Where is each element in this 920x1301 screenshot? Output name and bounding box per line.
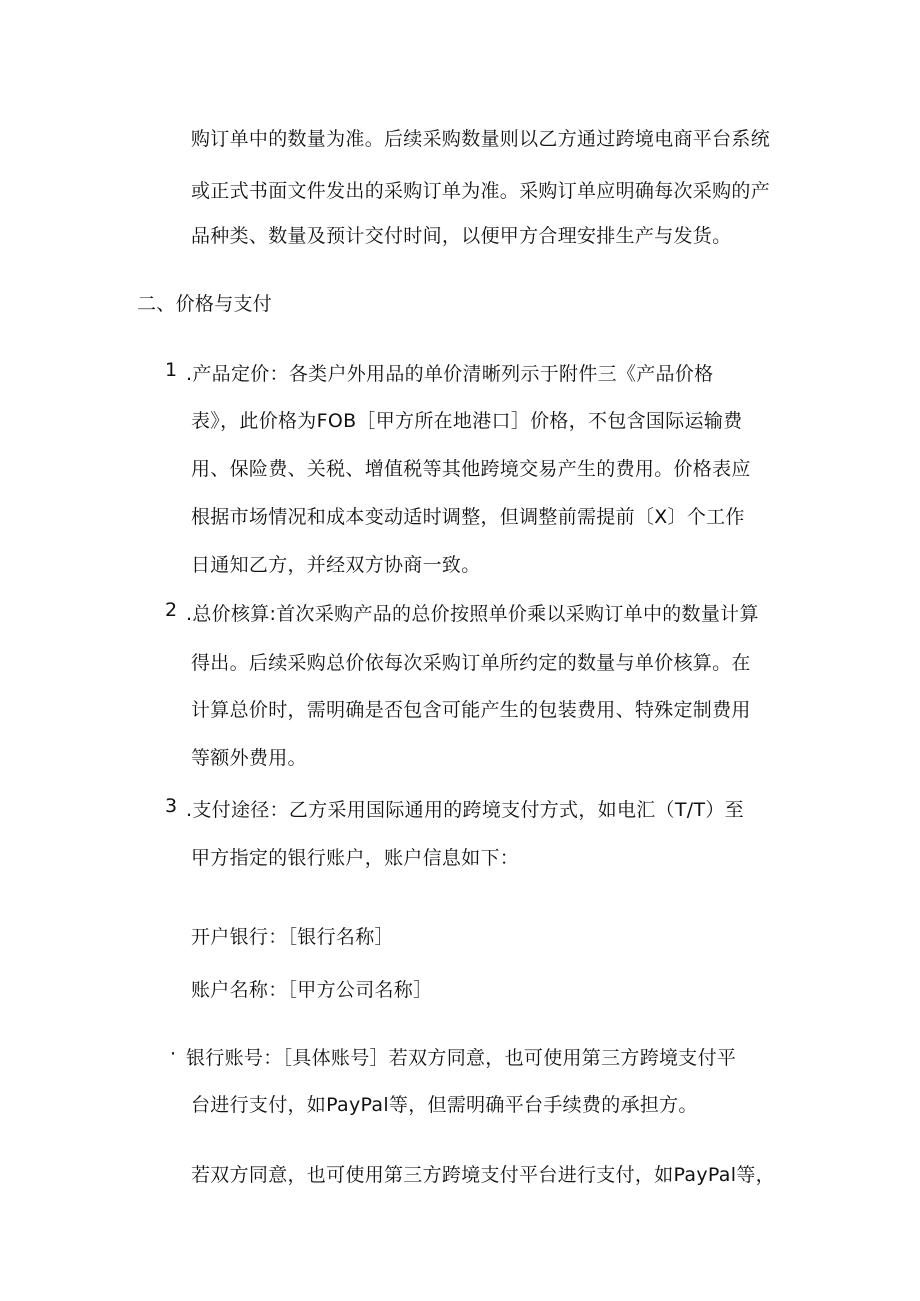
item-number: 3: [165, 795, 178, 817]
item-line: 表》，此价格为FOB［甲方所在地港口］价格，不包含国际运输费: [191, 410, 743, 432]
item-line: .支付途径：乙方采用国际通用的跨境支付方式，如电汇（T/T）至: [186, 799, 744, 821]
bullet-line: 银行账号：［具体账号］若双方同意，也可使用第三方跨境支付平: [186, 1047, 737, 1069]
item-line: 甲方指定的银行账户，账户信息如下：: [191, 847, 520, 869]
section-heading: 二、价格与支付: [137, 293, 273, 315]
bullet-line: 台进行支付，如PayPal等，但需明确平台手续费的承担方。: [191, 1094, 698, 1116]
item-line: .产品定价：各类户外用品的单价清晰列示于附件三《产品价格: [186, 363, 714, 385]
intro-line: 购订单中的数量为准。后续采购数量则以乙方通过跨境电商平台系统: [191, 128, 771, 150]
bullet-marker: ·: [170, 1043, 177, 1065]
account-name-line: 账户名称：［甲方公司名称］: [191, 979, 433, 1001]
intro-line: 品种类、数量及预计交付时间，以便甲方合理安排生产与发货。: [191, 225, 732, 247]
item-line: 日通知乙方，并经双方协商一致。: [191, 554, 481, 576]
intro-line: 或正式书面文件发出的采购订单为准。采购订单应明确每次采购的产: [191, 180, 771, 202]
bank-name-line: 开户银行：［银行名称］: [191, 926, 394, 948]
item-line: 得出。后续采购总价依每次采购订单所约定的数量与单价核算。在: [191, 652, 751, 674]
item-line: 根据市场情况和成本变动适时调整，但调整前需提前〔X〕个工作: [191, 506, 745, 528]
item-line: 等额外费用。: [191, 747, 307, 769]
item-line: 用、保险费、关税、增值税等其他跨境交易产生的费用。价格表应: [191, 458, 751, 480]
trailing-paragraph: 若双方同意，也可使用第三方跨境支付平台进行支付，如PayPal等，: [191, 1164, 775, 1186]
item-line: 计算总价时，需明确是否包含可能产生的包装费用、特殊定制费用: [191, 699, 751, 721]
item-line: .总价核算:首次采购产品的总价按照单价乘以采购订单中的数量计算: [186, 603, 759, 625]
item-number: 1: [165, 359, 178, 381]
item-number: 2: [165, 599, 178, 621]
